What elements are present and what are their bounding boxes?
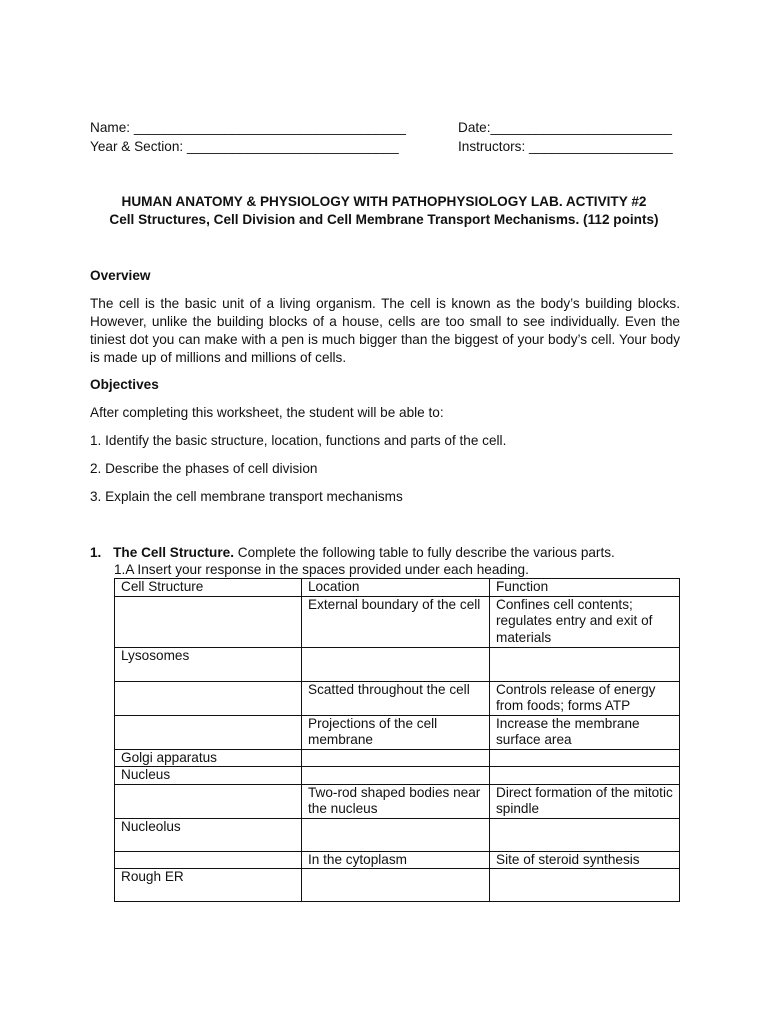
function-cell[interactable]: Increase the membrane surface area [490,715,680,749]
location-cell[interactable] [302,749,490,767]
table-row [115,818,680,851]
table-row [115,596,680,647]
location-cell[interactable] [302,647,490,681]
structure-cell[interactable]: Nucleolus [115,818,302,851]
section-instruction: Complete the following table to fully describe the various parts. [237,545,615,560]
column-header-cell-structure: Cell Structure [115,579,302,597]
table-row [115,767,680,785]
function-cell[interactable] [490,818,680,851]
section-1-heading [90,544,615,562]
function-cell[interactable]: Controls release of energy from foods; forms ATP [490,681,680,715]
section-title: The Cell Structure. [113,545,234,560]
cell-structure-table [114,578,680,902]
structure-cell[interactable] [115,784,302,818]
function-cell[interactable]: Direct formation of the mitotic spindle [490,784,680,818]
function-cell[interactable] [490,767,680,785]
table-row [115,784,680,818]
date-field[interactable]: Date:________________________ [458,120,672,135]
section-number: 1. [90,545,102,560]
location-cell[interactable]: Projections of the cell membrane [302,715,490,749]
table-header-row [115,579,680,597]
year-section-field[interactable]: Year & Section: ____________________________ [90,139,399,154]
activity-title: HUMAN ANATOMY & PHYSIOLOGY WITH PATHOPHYSIOLOGY LAB. ACTIVITY #2 [121,194,647,209]
objective-item: 1. Identify the basic structure, location, functions and parts of the cell. [90,433,507,448]
objectives-heading: Objectives [90,377,159,392]
table-row [115,869,680,902]
location-cell[interactable]: In the cytoplasm [302,851,490,869]
name-field[interactable]: Name: ____________________________________ [90,120,406,135]
objectives-intro: After completing this worksheet, the student will be able to: [90,405,444,420]
structure-cell[interactable]: Nucleus [115,767,302,785]
overview-body: The cell is the basic unit of a living organism. The cell is known as the body’s building blocks. However, unlike the building blocks of a house, cells are too small to see individually. Even the tiniest dot you can make with a pen is much bigger than the biggest of your body’s cell. Your body is made up of millions and millions of cells. [90,296,680,365]
instructors-field[interactable]: Instructors: ___________________ [458,139,673,154]
location-cell[interactable]: Two-rod shaped bodies near the nucleus [302,784,490,818]
activity-subtitle: Cell Structures, Cell Division and Cell Membrane Transport Mechanisms. (112 points) [109,212,659,227]
location-cell[interactable] [302,767,490,785]
structure-cell[interactable] [115,715,302,749]
function-cell[interactable]: Site of steroid synthesis [490,851,680,869]
table-row [115,715,680,749]
structure-cell[interactable] [115,681,302,715]
column-header-function: Function [490,579,680,597]
function-cell[interactable] [490,749,680,767]
table-row [115,681,680,715]
structure-cell[interactable] [115,851,302,869]
objective-item: 2. Describe the phases of cell division [90,461,318,476]
section-sub-instruction: 1.A Insert your response in the spaces provided under each heading. [114,562,529,577]
structure-cell[interactable]: Rough ER [115,869,302,902]
function-cell[interactable] [490,647,680,681]
structure-cell[interactable] [115,596,302,647]
table-row [115,749,680,767]
location-cell[interactable]: External boundary of the cell [302,596,490,647]
table-row [115,647,680,681]
location-cell[interactable] [302,818,490,851]
objective-item: 3. Explain the cell membrane transport mechanisms [90,489,403,504]
function-cell[interactable] [490,869,680,902]
column-header-location: Location [302,579,490,597]
location-cell[interactable]: Scatted throughout the cell [302,681,490,715]
structure-cell[interactable]: Lysosomes [115,647,302,681]
function-cell[interactable]: Confines cell contents; regulates entry and exit of materials [490,596,680,647]
structure-cell[interactable]: Golgi apparatus [115,749,302,767]
table-row [115,851,680,869]
overview-heading: Overview [90,268,151,283]
location-cell[interactable] [302,869,490,902]
